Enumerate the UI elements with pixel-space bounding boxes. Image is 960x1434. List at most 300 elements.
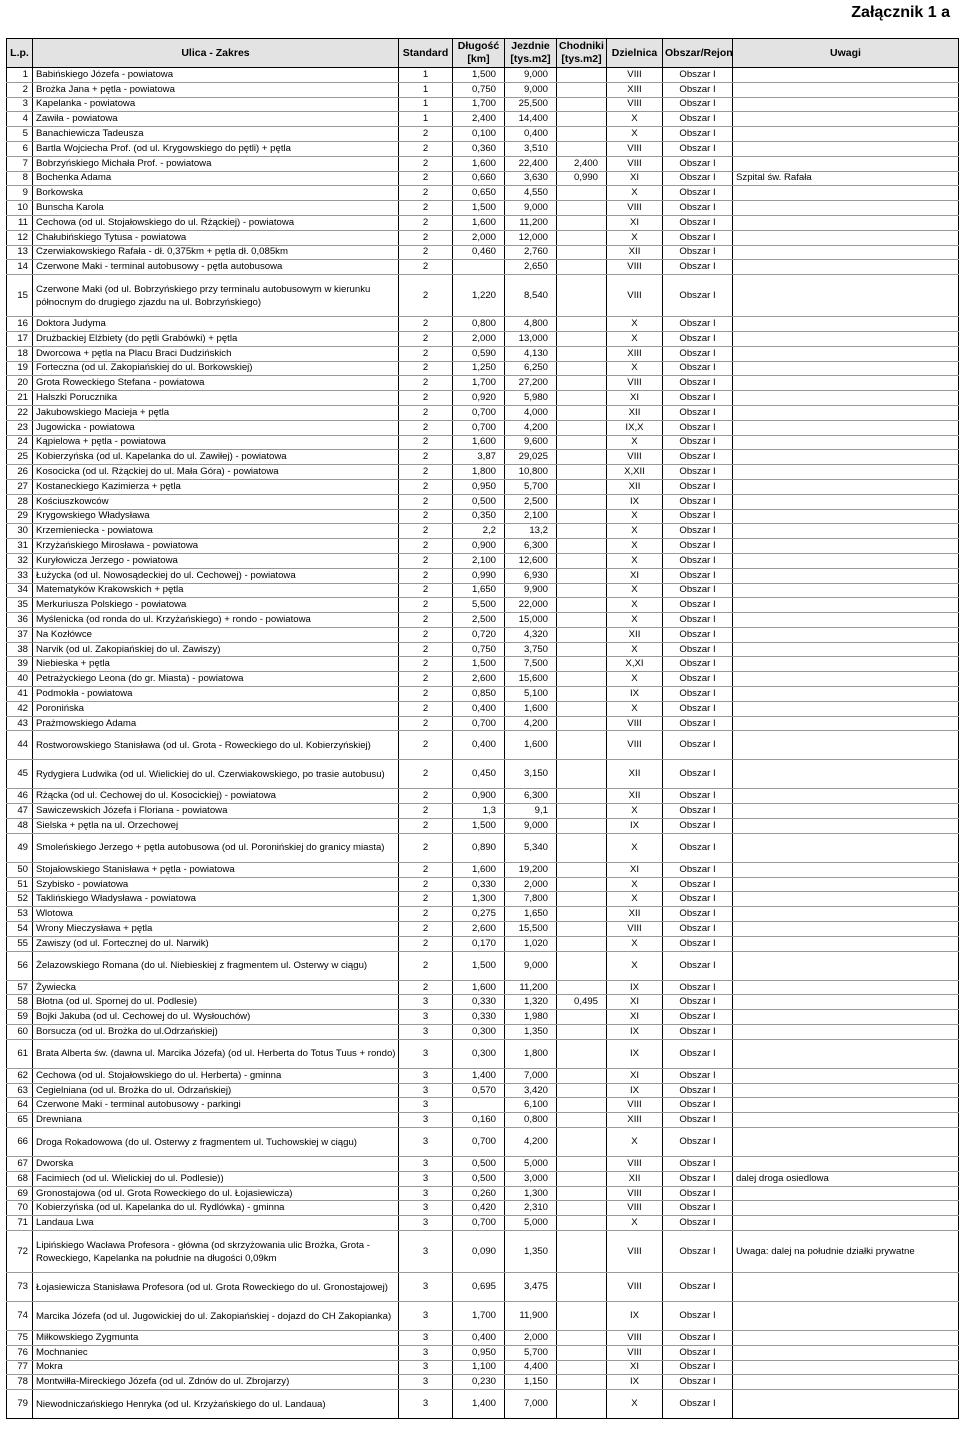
row-number: 11 bbox=[7, 215, 33, 230]
table-row bbox=[7, 317, 959, 332]
standard-cell: 3 bbox=[399, 1201, 453, 1216]
table-row bbox=[7, 687, 959, 702]
street-name: Drużbackiej Elżbiety (do pętli Grabówki) + pętla bbox=[33, 331, 399, 346]
notes-cell bbox=[733, 995, 959, 1010]
area-cell: Obszar I bbox=[663, 82, 733, 97]
notes-cell bbox=[733, 672, 959, 687]
street-name: Błotna (od ul. Spornej do ul. Podlesie) bbox=[33, 995, 399, 1010]
sidewalk-area-cell bbox=[557, 435, 607, 450]
district-cell: X,XII bbox=[607, 465, 663, 480]
row-number: 78 bbox=[7, 1375, 33, 1390]
notes-cell bbox=[733, 275, 959, 317]
header-district: Dzielnica bbox=[607, 39, 663, 68]
notes-cell bbox=[733, 877, 959, 892]
row-number: 18 bbox=[7, 346, 33, 361]
notes-cell bbox=[733, 391, 959, 406]
sidewalk-area-cell bbox=[557, 346, 607, 361]
sidewalk-area-cell bbox=[557, 568, 607, 583]
area-cell: Obszar I bbox=[663, 716, 733, 731]
sidewalk-area-cell bbox=[557, 907, 607, 922]
sidewalk-area-cell bbox=[557, 627, 607, 642]
road-area-cell: 9,000 bbox=[505, 819, 557, 834]
table-row bbox=[7, 186, 959, 201]
row-number: 6 bbox=[7, 141, 33, 156]
road-area-cell: 1,350 bbox=[505, 1025, 557, 1040]
road-area-cell: 9,000 bbox=[505, 82, 557, 97]
length-cell: 0,230 bbox=[453, 1375, 505, 1390]
road-area-cell: 1,350 bbox=[505, 1231, 557, 1273]
notes-cell bbox=[733, 97, 959, 112]
length-cell: 1,600 bbox=[453, 980, 505, 995]
table-row bbox=[7, 583, 959, 598]
street-name: Drewniana bbox=[33, 1113, 399, 1128]
standard-cell: 3 bbox=[399, 1302, 453, 1331]
header-lp: L.p. bbox=[7, 39, 33, 68]
road-area-cell: 9,900 bbox=[505, 583, 557, 598]
standard-cell: 3 bbox=[399, 1231, 453, 1273]
standard-cell: 2 bbox=[399, 687, 453, 702]
area-cell: Obszar I bbox=[663, 245, 733, 260]
district-cell: XI bbox=[607, 215, 663, 230]
notes-cell bbox=[733, 627, 959, 642]
sidewalk-area-cell bbox=[557, 494, 607, 509]
road-area-cell: 15,500 bbox=[505, 922, 557, 937]
road-area-cell: 5,700 bbox=[505, 479, 557, 494]
street-name: Bojki Jakuba (od ul. Cechowej do ul. Wysłouchów) bbox=[33, 1010, 399, 1025]
row-number: 14 bbox=[7, 260, 33, 275]
area-cell: Obszar I bbox=[663, 731, 733, 760]
standard-cell: 2 bbox=[399, 127, 453, 142]
notes-cell bbox=[733, 760, 959, 789]
standard-cell: 2 bbox=[399, 376, 453, 391]
notes-cell bbox=[733, 833, 959, 862]
street-name: Borsucza (od ul. Brożka do ul.Odrzańskiej) bbox=[33, 1025, 399, 1040]
length-cell: 0,590 bbox=[453, 346, 505, 361]
length-cell: 1,600 bbox=[453, 215, 505, 230]
sidewalk-area-cell bbox=[557, 922, 607, 937]
district-cell: XIII bbox=[607, 346, 663, 361]
table-row bbox=[7, 701, 959, 716]
length-cell: 0,890 bbox=[453, 833, 505, 862]
notes-cell bbox=[733, 1039, 959, 1068]
street-name: Miłkowskiego Zygmunta bbox=[33, 1331, 399, 1346]
sidewalk-area-cell bbox=[557, 317, 607, 332]
length-cell: 0,300 bbox=[453, 1039, 505, 1068]
notes-cell: Szpital św. Rafała bbox=[733, 171, 959, 186]
row-number: 20 bbox=[7, 376, 33, 391]
district-cell: X bbox=[607, 613, 663, 628]
sidewalk-area-cell bbox=[557, 230, 607, 245]
street-name: Taklińskiego Władysława - powiatowa bbox=[33, 892, 399, 907]
sidewalk-area-cell bbox=[557, 450, 607, 465]
street-name: Krzemieniecka - powiatowa bbox=[33, 524, 399, 539]
district-cell: X bbox=[607, 892, 663, 907]
standard-cell: 2 bbox=[399, 479, 453, 494]
area-cell: Obszar I bbox=[663, 1302, 733, 1331]
district-cell: X bbox=[607, 642, 663, 657]
row-number: 77 bbox=[7, 1360, 33, 1375]
road-area-cell: 11,200 bbox=[505, 215, 557, 230]
notes-cell bbox=[733, 892, 959, 907]
notes-cell bbox=[733, 524, 959, 539]
notes-cell bbox=[733, 1360, 959, 1375]
notes-cell bbox=[733, 509, 959, 524]
area-cell: Obszar I bbox=[663, 687, 733, 702]
table-row bbox=[7, 1171, 959, 1186]
length-cell: 0,400 bbox=[453, 731, 505, 760]
notes-cell bbox=[733, 479, 959, 494]
notes-cell bbox=[733, 435, 959, 450]
sidewalk-area-cell bbox=[557, 1345, 607, 1360]
row-number: 73 bbox=[7, 1273, 33, 1302]
road-area-cell: 5,000 bbox=[505, 1157, 557, 1172]
district-cell: VIII bbox=[607, 1201, 663, 1216]
standard-cell: 2 bbox=[399, 907, 453, 922]
length-cell: 0,850 bbox=[453, 687, 505, 702]
standard-cell: 2 bbox=[399, 201, 453, 216]
district-cell: VIII bbox=[607, 1098, 663, 1113]
row-number: 47 bbox=[7, 804, 33, 819]
district-cell: XII bbox=[607, 479, 663, 494]
sidewalk-area-cell bbox=[557, 862, 607, 877]
sidewalk-area-cell bbox=[557, 1302, 607, 1331]
sidewalk-area-cell bbox=[557, 479, 607, 494]
district-cell: XII bbox=[607, 1171, 663, 1186]
row-number: 9 bbox=[7, 186, 33, 201]
road-area-cell: 2,100 bbox=[505, 509, 557, 524]
district-cell: X bbox=[607, 524, 663, 539]
road-area-cell: 7,000 bbox=[505, 1068, 557, 1083]
road-area-cell: 13,2 bbox=[505, 524, 557, 539]
street-name: Chałubińskiego Tytusa - powiatowa bbox=[33, 230, 399, 245]
area-cell: Obszar I bbox=[663, 1010, 733, 1025]
district-cell: IX bbox=[607, 819, 663, 834]
district-cell: X bbox=[607, 361, 663, 376]
sidewalk-area-cell bbox=[557, 1068, 607, 1083]
sidewalk-area-cell bbox=[557, 186, 607, 201]
standard-cell: 2 bbox=[399, 701, 453, 716]
standard-cell: 2 bbox=[399, 230, 453, 245]
area-cell: Obszar I bbox=[663, 141, 733, 156]
length-cell: 0,750 bbox=[453, 642, 505, 657]
sidewalk-area-cell bbox=[557, 112, 607, 127]
length-cell: 0,350 bbox=[453, 509, 505, 524]
area-cell: Obszar I bbox=[663, 922, 733, 937]
sidewalk-area-cell bbox=[557, 331, 607, 346]
attachment-label: Załącznik 1 a bbox=[851, 4, 950, 21]
table-row bbox=[7, 980, 959, 995]
row-number: 1 bbox=[7, 68, 33, 83]
length-cell: 0,800 bbox=[453, 317, 505, 332]
notes-cell bbox=[733, 450, 959, 465]
street-name: Krygowskiego Władysława bbox=[33, 509, 399, 524]
district-cell: XII bbox=[607, 907, 663, 922]
length-cell: 0,700 bbox=[453, 1216, 505, 1231]
length-cell: 0,660 bbox=[453, 171, 505, 186]
notes-cell bbox=[733, 1083, 959, 1098]
street-name: Cegielniana (od ul. Brożka do ul. Odrzańskiej) bbox=[33, 1083, 399, 1098]
header-street: Ulica - Zakres bbox=[33, 39, 399, 68]
table-row bbox=[7, 951, 959, 980]
road-area-cell: 9,600 bbox=[505, 435, 557, 450]
table-row bbox=[7, 862, 959, 877]
district-cell: XIII bbox=[607, 1113, 663, 1128]
area-cell: Obszar I bbox=[663, 479, 733, 494]
standard-cell: 2 bbox=[399, 892, 453, 907]
street-name: Krzyżańskiego Mirosława - powiatowa bbox=[33, 539, 399, 554]
sidewalk-area-cell bbox=[557, 1157, 607, 1172]
header-row bbox=[7, 39, 959, 68]
standard-cell: 3 bbox=[399, 995, 453, 1010]
road-area-cell: 1,300 bbox=[505, 1186, 557, 1201]
area-cell: Obszar I bbox=[663, 450, 733, 465]
notes-cell bbox=[733, 1201, 959, 1216]
sidewalk-area-cell bbox=[557, 819, 607, 834]
table-row bbox=[7, 892, 959, 907]
notes-cell bbox=[733, 1216, 959, 1231]
sidewalk-area-cell bbox=[557, 1039, 607, 1068]
length-cell: 1,650 bbox=[453, 583, 505, 598]
length-cell: 2,2 bbox=[453, 524, 505, 539]
area-cell: Obszar I bbox=[663, 1039, 733, 1068]
standard-cell: 2 bbox=[399, 539, 453, 554]
street-name: Babińskiego Józefa - powiatowa bbox=[33, 68, 399, 83]
row-number: 76 bbox=[7, 1345, 33, 1360]
district-cell: VIII bbox=[607, 1157, 663, 1172]
district-cell: XI bbox=[607, 391, 663, 406]
row-number: 4 bbox=[7, 112, 33, 127]
notes-cell bbox=[733, 789, 959, 804]
road-area-cell: 3,150 bbox=[505, 760, 557, 789]
street-name: Bochenka Adama bbox=[33, 171, 399, 186]
road-area-cell: 8,540 bbox=[505, 275, 557, 317]
district-cell: IX bbox=[607, 980, 663, 995]
district-cell: VIII bbox=[607, 922, 663, 937]
sidewalk-area-cell bbox=[557, 201, 607, 216]
table-row bbox=[7, 112, 959, 127]
district-cell: VIII bbox=[607, 275, 663, 317]
street-name: Rostworowskiego Stanisława (od ul. Grota - Roweckiego do ul. Kobierzyńskiej) bbox=[33, 731, 399, 760]
area-cell: Obszar I bbox=[663, 201, 733, 216]
sidewalk-area-cell bbox=[557, 1113, 607, 1128]
table-row bbox=[7, 494, 959, 509]
notes-cell bbox=[733, 405, 959, 420]
road-area-cell: 4,200 bbox=[505, 420, 557, 435]
street-name: Grota Roweckiego Stefana - powiatowa bbox=[33, 376, 399, 391]
length-cell: 3,87 bbox=[453, 450, 505, 465]
length-cell: 1,3 bbox=[453, 804, 505, 819]
notes-cell bbox=[733, 1113, 959, 1128]
table-row bbox=[7, 672, 959, 687]
street-name: Sawiczewskich Józefa i Floriana - powiatowa bbox=[33, 804, 399, 819]
district-cell: X bbox=[607, 936, 663, 951]
table-row bbox=[7, 1345, 959, 1360]
street-name: Czerwone Maki (od ul. Bobrzyńskiego przy terminalu autobusowym w kierunku północnym do drugiego zjazdu na ul. Bobrzyńskiego) bbox=[33, 275, 399, 317]
area-cell: Obszar I bbox=[663, 1098, 733, 1113]
table-row bbox=[7, 420, 959, 435]
table-row bbox=[7, 1302, 959, 1331]
row-number: 29 bbox=[7, 509, 33, 524]
row-number: 58 bbox=[7, 995, 33, 1010]
length-cell: 0,460 bbox=[453, 245, 505, 260]
sidewalk-area-cell bbox=[557, 701, 607, 716]
sidewalk-area-cell bbox=[557, 716, 607, 731]
road-area-cell: 9,000 bbox=[505, 951, 557, 980]
table-row bbox=[7, 627, 959, 642]
area-cell: Obszar I bbox=[663, 186, 733, 201]
street-name: Dworska bbox=[33, 1157, 399, 1172]
table-row bbox=[7, 1157, 959, 1172]
street-name: Czerwone Maki - terminal autobusowy - pętla autobusowa bbox=[33, 260, 399, 275]
district-cell: X bbox=[607, 509, 663, 524]
street-name: Wlotowa bbox=[33, 907, 399, 922]
length-cell: 1,600 bbox=[453, 862, 505, 877]
street-name: Zawiszy (od ul. Fortecznej do ul. Narwik) bbox=[33, 936, 399, 951]
length-cell: 0,500 bbox=[453, 494, 505, 509]
row-number: 7 bbox=[7, 156, 33, 171]
table-row bbox=[7, 936, 959, 951]
sidewalk-area-cell bbox=[557, 127, 607, 142]
district-cell: XI bbox=[607, 995, 663, 1010]
table-row bbox=[7, 391, 959, 406]
notes-cell bbox=[733, 687, 959, 702]
street-name: Szybisko - powiatowa bbox=[33, 877, 399, 892]
notes-cell bbox=[733, 598, 959, 613]
district-cell: X bbox=[607, 598, 663, 613]
street-name: Na Kozłówce bbox=[33, 627, 399, 642]
area-cell: Obszar I bbox=[663, 405, 733, 420]
area-cell: Obszar I bbox=[663, 1390, 733, 1419]
length-cell: 0,360 bbox=[453, 141, 505, 156]
area-cell: Obszar I bbox=[663, 275, 733, 317]
standard-cell: 2 bbox=[399, 509, 453, 524]
row-number: 21 bbox=[7, 391, 33, 406]
sidewalk-area-cell bbox=[557, 936, 607, 951]
notes-cell bbox=[733, 1068, 959, 1083]
district-cell: VIII bbox=[607, 141, 663, 156]
table-row bbox=[7, 995, 959, 1010]
standard-cell: 3 bbox=[399, 1113, 453, 1128]
sidewalk-area-cell bbox=[557, 642, 607, 657]
road-area-cell: 3,750 bbox=[505, 642, 557, 657]
area-cell: Obszar I bbox=[663, 583, 733, 598]
district-cell: X bbox=[607, 553, 663, 568]
district-cell: VIII bbox=[607, 1345, 663, 1360]
length-cell: 0,990 bbox=[453, 568, 505, 583]
road-area-cell: 7,800 bbox=[505, 892, 557, 907]
length-cell: 0,160 bbox=[453, 1113, 505, 1128]
sidewalk-area-cell bbox=[557, 583, 607, 598]
road-area-cell: 1,150 bbox=[505, 1375, 557, 1390]
area-cell: Obszar I bbox=[663, 613, 733, 628]
sidewalk-area-cell bbox=[557, 524, 607, 539]
length-cell bbox=[453, 260, 505, 275]
notes-cell bbox=[733, 201, 959, 216]
row-number: 32 bbox=[7, 553, 33, 568]
row-number: 50 bbox=[7, 862, 33, 877]
sidewalk-area-cell bbox=[557, 405, 607, 420]
standard-cell: 2 bbox=[399, 494, 453, 509]
row-number: 52 bbox=[7, 892, 33, 907]
street-name: Montwiłła-Mireckiego Józefa (od ul. Zdnów do ul. Zbrojarzy) bbox=[33, 1375, 399, 1390]
street-name: Bunscha Karola bbox=[33, 201, 399, 216]
row-number: 2 bbox=[7, 82, 33, 97]
district-cell: VIII bbox=[607, 1331, 663, 1346]
sidewalk-area-cell bbox=[557, 833, 607, 862]
street-name: Kobierzyńska (od ul. Kapelanka do ul. Rydlówka) - gminna bbox=[33, 1201, 399, 1216]
road-area-cell: 1,600 bbox=[505, 701, 557, 716]
length-cell: 0,950 bbox=[453, 1345, 505, 1360]
sidewalk-area-cell bbox=[557, 687, 607, 702]
table-row bbox=[7, 657, 959, 672]
row-number: 28 bbox=[7, 494, 33, 509]
street-name: Żywiecka bbox=[33, 980, 399, 995]
road-area-cell: 4,550 bbox=[505, 186, 557, 201]
notes-cell bbox=[733, 361, 959, 376]
notes-cell bbox=[733, 186, 959, 201]
table-row bbox=[7, 435, 959, 450]
standard-cell: 1 bbox=[399, 68, 453, 83]
standard-cell: 3 bbox=[399, 1375, 453, 1390]
district-cell: X bbox=[607, 1216, 663, 1231]
area-cell: Obszar I bbox=[663, 420, 733, 435]
sidewalk-area-cell bbox=[557, 391, 607, 406]
standard-cell: 2 bbox=[399, 275, 453, 317]
table-row bbox=[7, 731, 959, 760]
district-cell: VIII bbox=[607, 260, 663, 275]
road-area-cell: 4,130 bbox=[505, 346, 557, 361]
street-name: Łojasiewicza Stanisława Profesora (od ul. Grota Roweckiego do ul. Gronostajowej) bbox=[33, 1273, 399, 1302]
length-cell: 0,100 bbox=[453, 127, 505, 142]
district-cell: IX bbox=[607, 494, 663, 509]
area-cell: Obszar I bbox=[663, 68, 733, 83]
area-cell: Obszar I bbox=[663, 1068, 733, 1083]
sidewalk-area-cell bbox=[557, 877, 607, 892]
standard-cell: 3 bbox=[399, 1039, 453, 1068]
area-cell: Obszar I bbox=[663, 317, 733, 332]
notes-cell bbox=[733, 1128, 959, 1157]
row-number: 54 bbox=[7, 922, 33, 937]
length-cell: 0,330 bbox=[453, 995, 505, 1010]
row-number: 5 bbox=[7, 127, 33, 142]
street-name: Cechowa (od ul. Stojałowskiego do ul. Herberta) - gminna bbox=[33, 1068, 399, 1083]
table-row bbox=[7, 833, 959, 862]
row-number: 75 bbox=[7, 1331, 33, 1346]
table-row bbox=[7, 1273, 959, 1302]
sidewalk-area-cell bbox=[557, 82, 607, 97]
district-cell: VIII bbox=[607, 716, 663, 731]
standard-cell: 2 bbox=[399, 833, 453, 862]
area-cell: Obszar I bbox=[663, 1331, 733, 1346]
area-cell: Obszar I bbox=[663, 127, 733, 142]
standard-cell: 3 bbox=[399, 1273, 453, 1302]
table-row bbox=[7, 82, 959, 97]
standard-cell: 2 bbox=[399, 361, 453, 376]
table-row bbox=[7, 1098, 959, 1113]
length-cell: 1,600 bbox=[453, 156, 505, 171]
table-row bbox=[7, 1390, 959, 1419]
table-row bbox=[7, 877, 959, 892]
district-cell: X bbox=[607, 127, 663, 142]
standard-cell: 2 bbox=[399, 186, 453, 201]
road-area-cell: 5,000 bbox=[505, 1216, 557, 1231]
street-name: Niewodniczańskiego Henryka (od ul. Krzyżańskiego do ul. Landaua) bbox=[33, 1390, 399, 1419]
row-number: 26 bbox=[7, 465, 33, 480]
road-area-cell: 11,200 bbox=[505, 980, 557, 995]
district-cell: XII bbox=[607, 405, 663, 420]
road-area-cell: 3,000 bbox=[505, 1171, 557, 1186]
street-name: Żelazowskiego Romana (do ul. Niebieskiej z fragmentem ul. Osterwy w ciągu) bbox=[33, 951, 399, 980]
